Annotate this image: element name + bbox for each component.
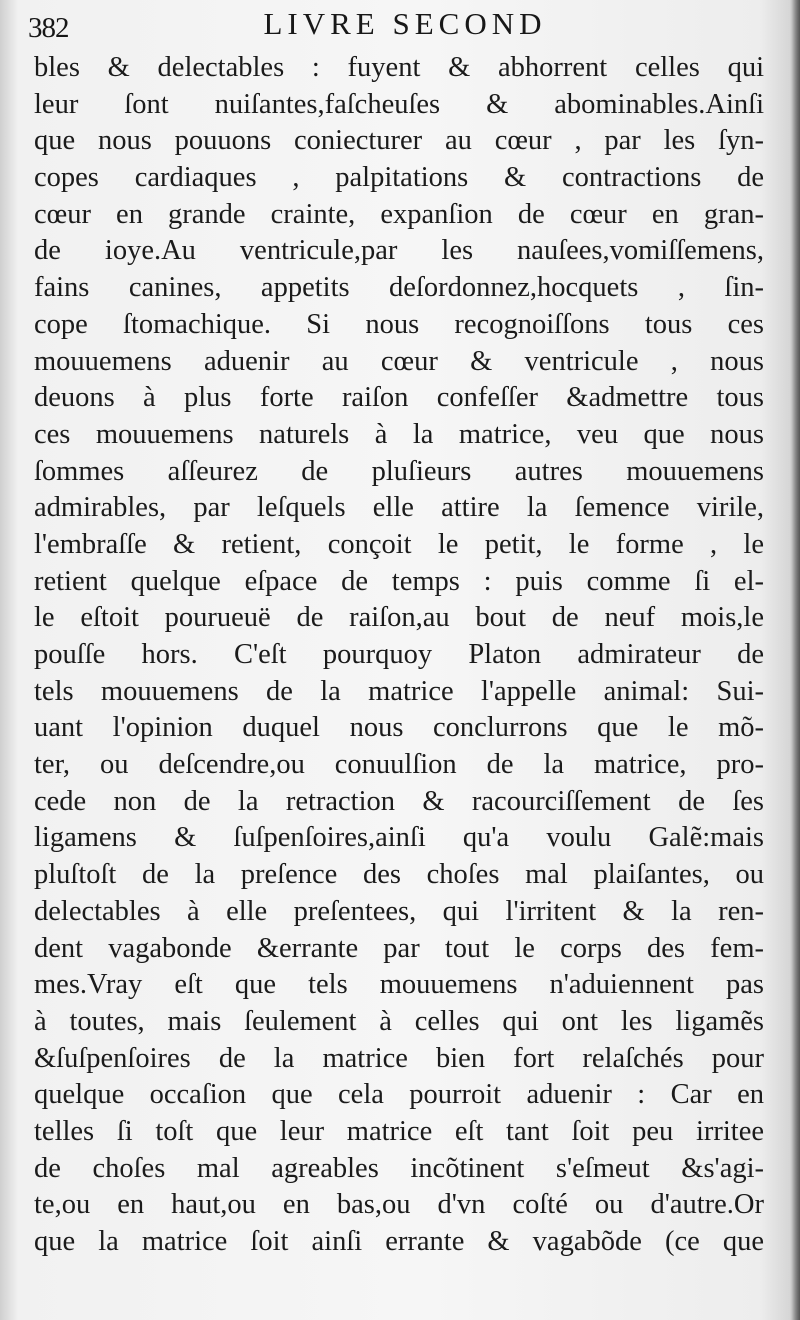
body-text (34, 50, 764, 1261)
text-line: tels mouuemens de la matrice l'appelle animal: Sui- (34, 675, 764, 707)
text-line: quelque occaſion que cela pourroit aduenir : Car en (34, 1079, 764, 1111)
text-line: ces mouuemens naturels à la matrice, veu que nous (34, 418, 764, 450)
text-line: &ſuſpenſoires de la matrice bien fort relaſchés pour (34, 1042, 764, 1074)
text-line: admirables, par leſquels elle attire la ſemence virile, (34, 492, 764, 524)
text-line: à toutes, mais ſeulement à celles qui ont les ligamẽs (34, 1005, 764, 1037)
text-line: pouſſe hors. C'eſt pourquoy Platon admirateur de (34, 639, 764, 670)
text-line: ſommes aſſeurez de pluſieurs autres mouuemens (34, 455, 764, 487)
text-line: que la matrice ſoit ainſi errante & vagabõde (ce que (34, 1226, 764, 1257)
text-line: de ioye.Au ventricule,par les nauſees,vomiſſemens, (34, 235, 764, 267)
text-line: l'embraſſe & retient, conçoit le petit, le forme , le (34, 528, 764, 560)
text-line: deuons à plus forte raiſon confeſſer &admettre tous (34, 382, 764, 414)
text-line: te,ou en haut,ou en bas,ou d'vn coſté ou d'autre.Or (34, 1189, 764, 1221)
text-line: bles & delectables : fuyent & abhorrent celles qui (34, 52, 764, 83)
text-line: le eſtoit pourueuë de raiſon,au bout de neuf mois,le (34, 602, 764, 634)
text-line: ligamens & ſuſpenſoires,ainſi qu'a voulu Galẽ:mais (34, 822, 764, 854)
text-line: uant l'opinion duquel nous conclurrons que le mõ- (34, 712, 764, 744)
text-line: leur ſont nuiſantes,faſcheuſes & abominables.Ainſi (34, 88, 764, 120)
text-line: cope ſtomachique. Si nous recognoiſſons tous ces (34, 308, 764, 340)
text-line: que nous pouuons coniecturer au cœur , par les ſyn- (34, 125, 764, 157)
text-line: cede non de la retraction & racourciſſement de ſes (34, 785, 764, 817)
page-number: 382 (28, 12, 69, 44)
text-line: ter, ou deſcendre,ou conuulſion de la matrice, pro- (34, 749, 764, 781)
text-line: fains canines, appetits deſordonnez,hocquets , ſin- (34, 272, 764, 304)
text-line: retient quelque eſpace de temps : puis comme ſi el- (34, 565, 764, 597)
text-line: mes.Vray eſt que tels mouuemens n'aduiennent pas (34, 969, 764, 1001)
text-line: copes cardiaques , palpitations & contractions de (34, 162, 764, 194)
running-title: LIVRE SECOND (263, 6, 547, 41)
text-line: de choſes mal agreables incõtinent s'eſmeut &s'agi- (34, 1152, 764, 1184)
text-line: dent vagabonde &errante par tout le corps des fem- (34, 932, 764, 964)
text-line: delectables à elle preſentees, qui l'irritent & la ren- (34, 895, 764, 927)
text-line: cœur en grande crainte, expanſion de cœur en gran- (34, 198, 764, 230)
text-line: mouuemens aduenir au cœur & ventricule , nous (34, 345, 764, 377)
running-head (0, 6, 800, 46)
text-line: telles ſi toſt que leur matrice eſt tant ſoit peu irritee (34, 1115, 764, 1147)
text-line: pluſtoſt de la preſence des choſes mal plaiſantes, ou (34, 859, 764, 891)
